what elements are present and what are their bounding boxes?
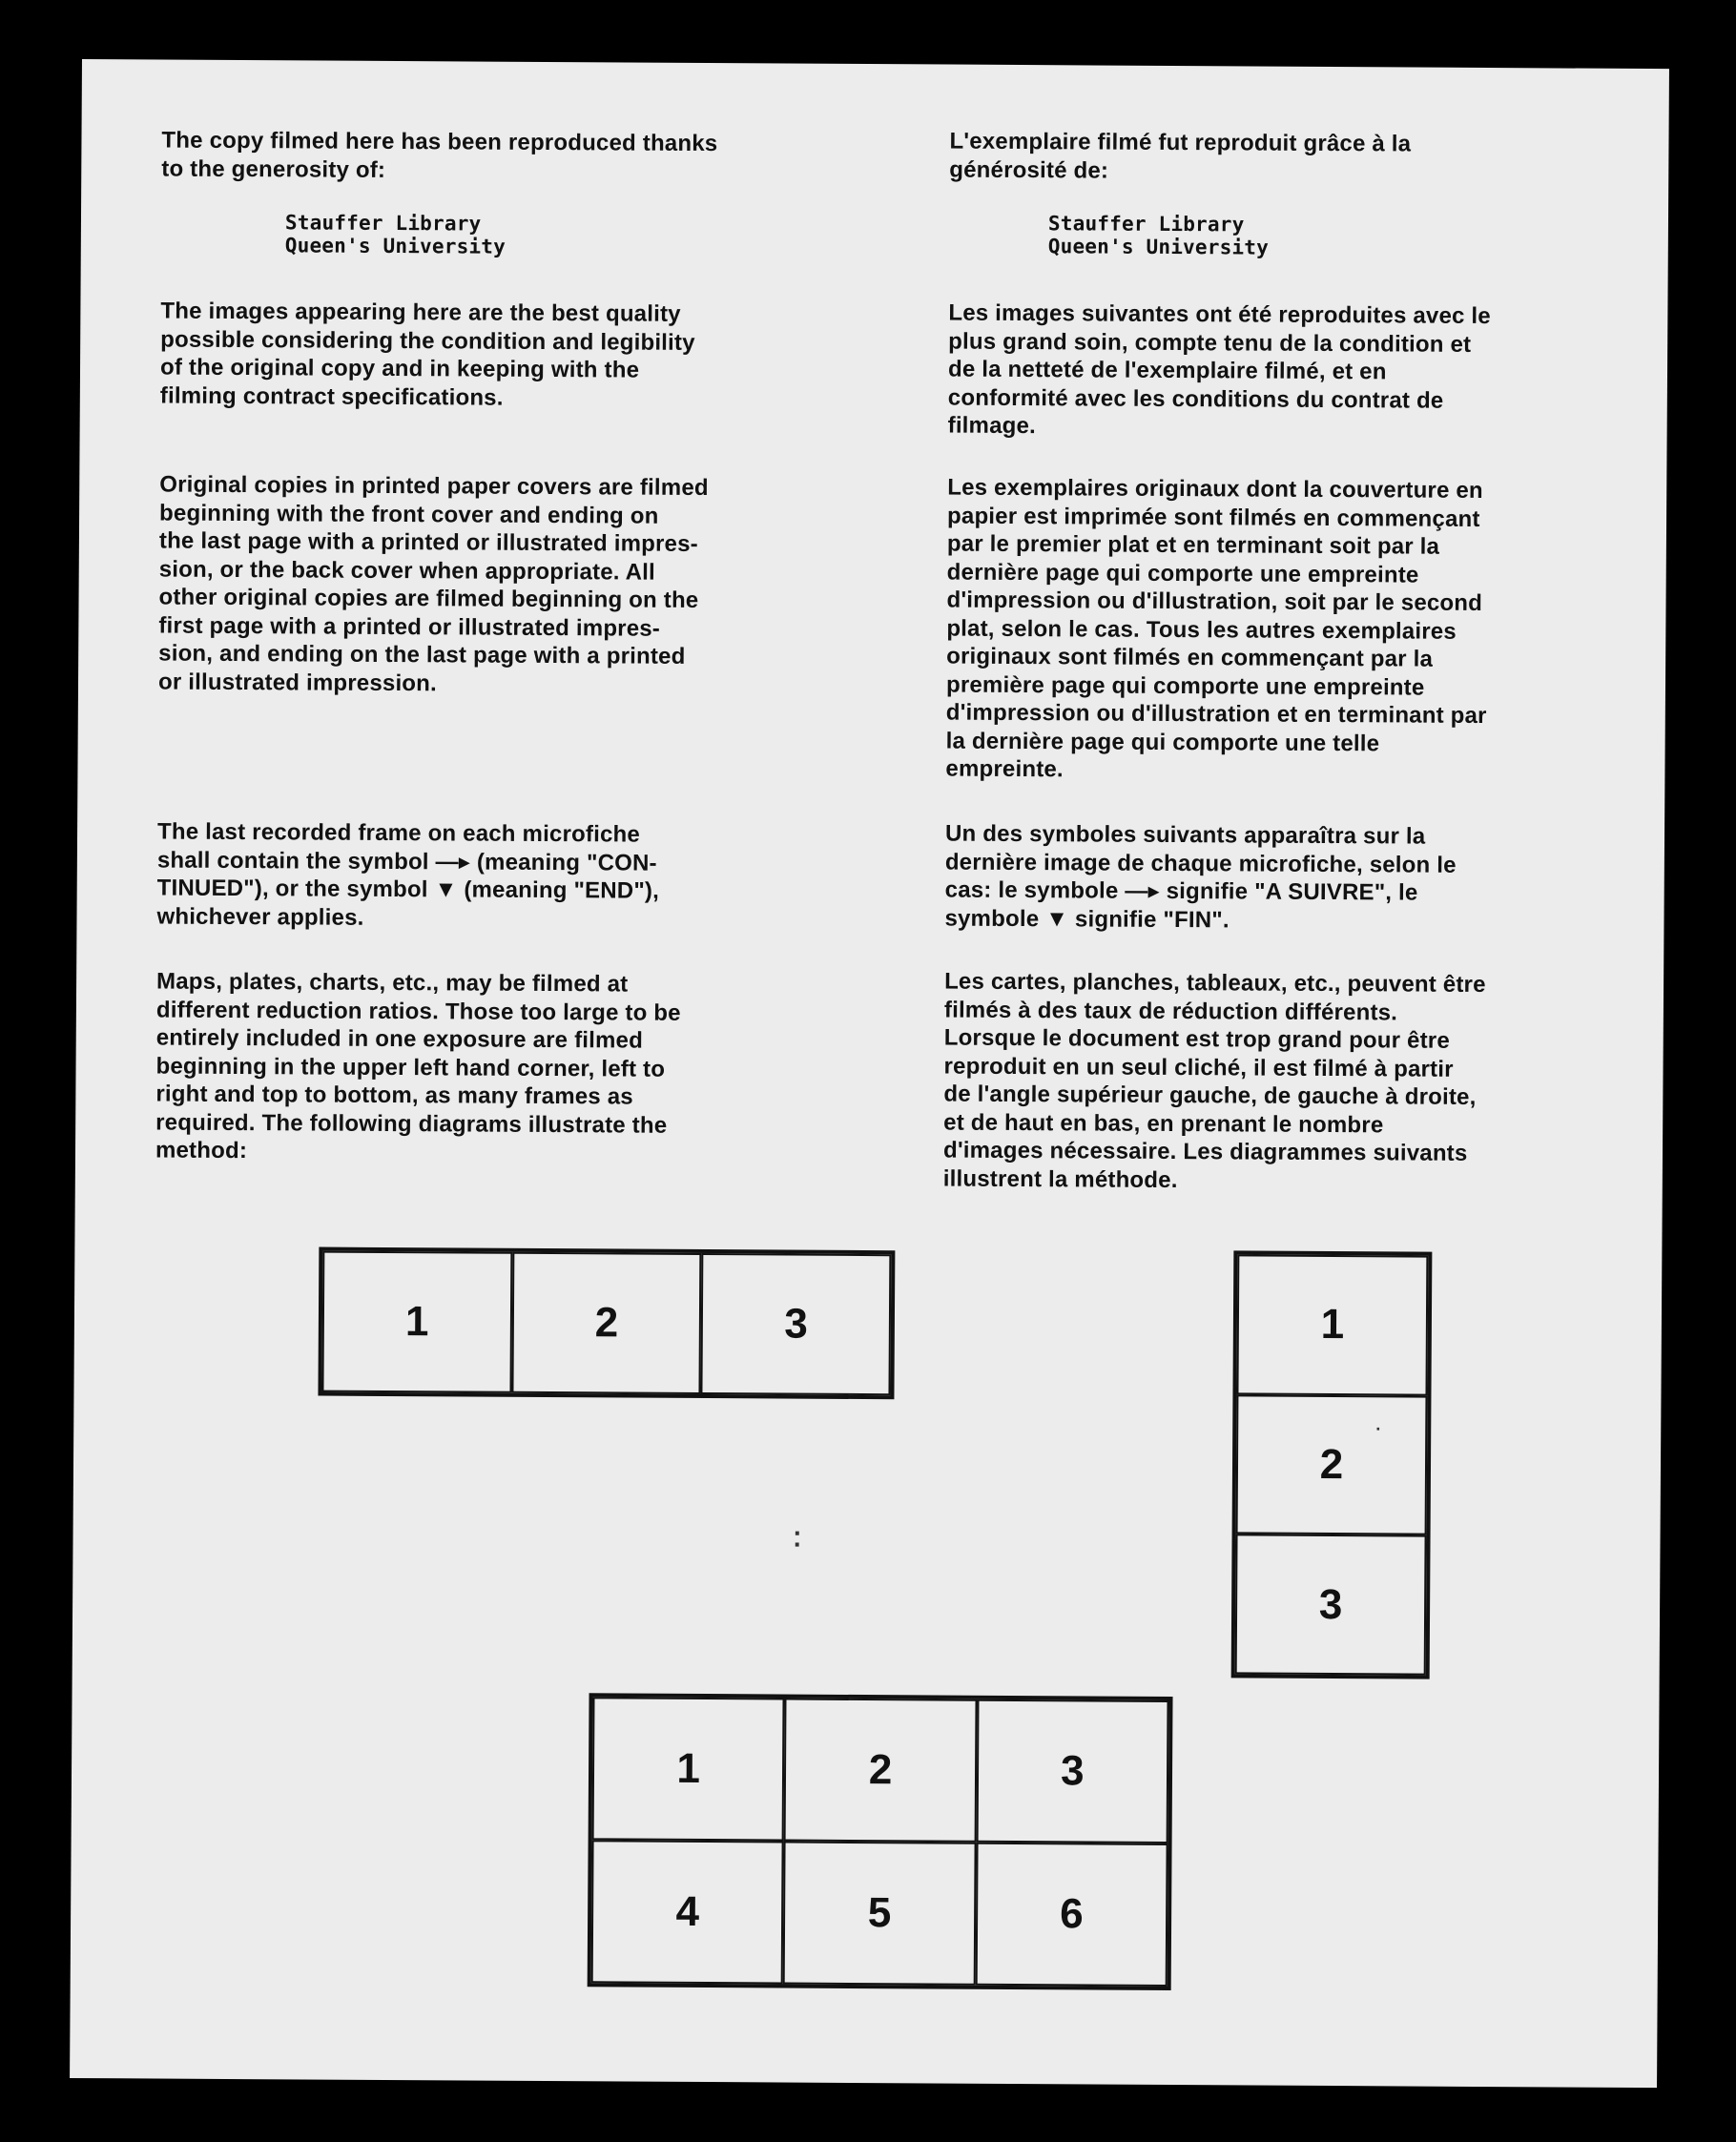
frame-cell: 1 <box>321 1251 512 1393</box>
frame-cell: 5 <box>783 1842 976 1986</box>
quality-text-en: The images appearing here are the best quality possible considering the condition and legibility of the original copy and in keeping with the filming contract specifications. <box>159 298 695 411</box>
frame-cell: 2 <box>511 1252 702 1394</box>
library-name-en: Stauffer Library Queen's University <box>284 211 506 258</box>
frame-cell: 3 <box>976 1699 1168 1843</box>
frame-cell: 2 <box>1236 1394 1428 1535</box>
diagram-grid <box>588 1693 1173 1990</box>
quality-text-fr: Les images suivantes ont été reproduites avec le plus grand soin, compte tenu de la condition et de la netteté de l'exemplaire filmé, et en conformité avec les conditions du contrat de filmage. <box>947 299 1491 440</box>
scan-speck: · <box>1375 1419 1382 1439</box>
frame-cell: 1 <box>1236 1254 1428 1395</box>
frame-cell: 1 <box>592 1697 785 1841</box>
maps-text-fr: Les cartes, planches, tableaux, etc., peuvent être filmés à des taux de réduction différents. Lorsque le document est trop grand pour être reproduit en un seul cliché, il est filmé à partir de l'angle supérieur gauche, de gauche à droite, et de haut en bas, en prenant le nombre d'images nécessaire. Les diagrammes suivants illustrent la méthode. <box>942 968 1486 1193</box>
symbols-text-en: The last recorded frame on each microfiche shall contain the symbol —▸ (meaning "CON- TINUED"), or the symbol ▼ (meaning "END"), whichever applies. <box>156 818 660 931</box>
frame-cell: 4 <box>591 1840 784 1984</box>
frame-cell: 6 <box>975 1843 1168 1987</box>
thanks-text-fr: L'exemplaire filmé fut reproduit grâce à la générosité de: <box>949 128 1412 184</box>
diagram-vertical <box>1231 1250 1433 1679</box>
frame-cell: 3 <box>1235 1534 1427 1676</box>
frame-cell: 2 <box>784 1699 977 1843</box>
filmed-page <box>70 59 1669 2088</box>
diagram-horizontal <box>318 1247 895 1400</box>
scan-speck: ⁚ <box>793 1527 801 1552</box>
original-copies-text-en: Original copies in printed paper covers are filmed beginning with the front cover and ending on the last page with a printed or illustrated impres- sion, or the back cover when appropriate. All other original copies are filmed beginning on the first page with a printed or illustrated impres- sion, and ending on the last page with a printed or illustrated impression. <box>157 471 709 696</box>
thanks-text-en: The copy filmed here has been reproduced thanks to the generosity of: <box>161 127 718 183</box>
symbols-text-fr: Un des symboles suivants apparaîtra sur la dernière image de chaque microfiche, selon le cas: le symbole —▸ signifie "A SUIVRE", le symbole ▼ signifie "FIN". <box>944 820 1457 933</box>
library-name-fr: Stauffer Library Queen's University <box>1047 212 1270 259</box>
frame-cell: 3 <box>701 1253 892 1395</box>
original-copies-text-fr: Les exemplaires originaux dont la couverture en papier est imprimée sont filmés en commençant par le premier plat et en terminant soit par la dernière page qui comporte une empreinte d'impression ou d'illustration, soit par le second plat, selon le cas. Tous les autres exemplaires originaux sont filmés en commençant par la première page qui comporte une empreinte d'impression ou d'illustration et en terminant par la dernière page qui comporte une telle empreinte. <box>945 474 1487 783</box>
maps-text-en: Maps, plates, charts, etc., may be filmed at different reduction ratios. Those too large to be entirely included in one exposure are filmed beginning in the upper left hand corner, left to right and top to bottom, as many frames as required. The following diagrams illustrate the method: <box>155 968 681 1164</box>
